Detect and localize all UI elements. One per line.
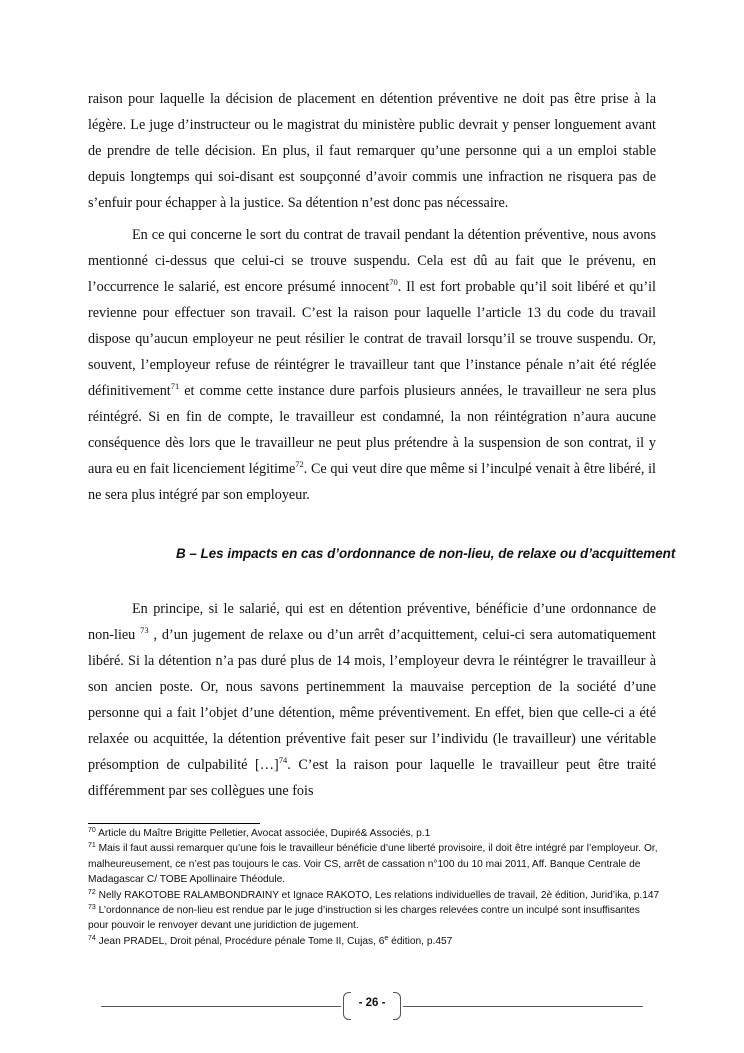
footnote-ref-74: 74 (278, 755, 288, 765)
footnote-70 (88, 826, 660, 841)
paragraph-2-text-b: . Il est fort probable qu’il soit libéré et qu’il revienne pour effectuer son travail. C’est la raison pour laquelle l’article 13 du code du travail dispose qu’aucun employeur ne peut résilier le contrat de travail lorsqu’il se trouve suspendu. Or, souvent, l’employeur refuse de réintégrer le travailleur tant que l’instance pénale n’ait été réglée définitivement (88, 279, 657, 399)
footnote-72 (88, 888, 660, 903)
footnote-number: 74 (88, 934, 96, 942)
paragraph-1: raison pour laquelle la décision de placement en détention préventive ne doit pas être prise à la légère. Le juge d’instructeur ou le magistrat du ministère public devrait y penser longuement avant de prendre de telle décision. En plus, il faut remarquer qu’une personne qui a un emploi stable depuis longtemps qui soi-disant est soupçonné d’avoir commis une infraction ne risquera pas de s’enfuir pour échapper à la justice. Sa détention n’est donc pas nécessaire. (88, 91, 656, 211)
section-heading: B – Les impacts en cas d’ordonnance de non-lieu, de relaxe ou d’acquittement (176, 546, 676, 561)
page-number-bracket-left (343, 992, 351, 1020)
paragraph-2-text-d: . Ce qui veut dire que même si l’inculpé venait à être libéré, il ne sera plus intégré par son employeur. (88, 461, 656, 503)
footnote-71 (88, 841, 660, 887)
page-number: - 26 - (358, 997, 386, 1009)
footnotes (88, 826, 660, 949)
footnote-ref-71: 71 (170, 381, 180, 391)
footnote-74 (88, 934, 660, 949)
footnote-text: Article du Maître Brigitte Pelletier, Avocat associée, Dupiré& Associés, p.1 (98, 828, 431, 839)
footnote-ref-70: 70 (389, 277, 398, 287)
footnote-number: 72 (88, 888, 96, 896)
paragraph-3-text-c: . C’est la raison pour laquelle le travailleur peut être traité différemment par ses collègues une fois (88, 757, 656, 799)
footnote-separator (88, 823, 260, 824)
footer-rule-left (101, 1006, 341, 1007)
footnote-ref-72: 72 (295, 459, 304, 469)
paragraph-3 (88, 596, 656, 804)
paragraph-2 (88, 222, 656, 508)
footnote-73 (88, 903, 660, 934)
body-text-top (88, 86, 656, 508)
paragraph-2-text-a: En ce qui concerne le sort du contrat de travail pendant la détention préventive, nous avons mentionné ci-dessus que celui-ci se trouve suspendu. Cela est dû au fait que le prévenu, en l’occurrence le salarié, est encore présumé innocent (88, 227, 656, 295)
footnote-number: 70 (88, 827, 96, 834)
footnote-ordinal: e (384, 934, 389, 942)
paragraph-3-text-b: , d’un jugement de relaxe ou d’un arrêt d’acquittement, celui-ci sera automatiquement libéré. Si la détention n’a pas duré plus de 14 mois, l’employeur devra le réintégrer le travailleur à son ancien poste. Or, nous savons pertinemment la mauvaise perception de la société d’une personne qui a fait l’objet d’une détention, même préventivement. En effet, bien que celle-ci a été relaxée ou acquittée, la détention préventive fait peser sur l’individu (le travailleur) une véritable présomption de culpabilité […] (88, 627, 656, 773)
page-number-bracket-right (393, 992, 401, 1020)
footnote-number: 71 (88, 842, 96, 850)
paragraph-2-text-c: et comme cette instance dure parfois plusieurs années, le travailleur ne sera plus réintégré. Si en fin de compte, le travailleur est condamné, la non réintégration n’aura aucune conséquence dès lors que le travailleur ne peut plus prétendre à la suspension de son contrat, il y aura eu en fait licenciement légitime (88, 383, 656, 477)
footnote-text-end: édition, p.457 (388, 935, 453, 947)
footnote-text: Jean PRADEL, Droit pénal, Procédure pénale Tome II, Cujas, 6 (98, 935, 385, 947)
footnote-text: Mais il faut aussi remarquer qu’une fois le travailleur bénéficie d’une liberté provisoire, il doit être intégré par l’employeur. Or, malheureusement, ce n’est pas toujours le cas. Voir CS, arrêt de cassation n°100 du 10 mai 2011, Aff. Banque Centrale de Madagascar C/ TOBE Apollinaire Théodule. (88, 843, 658, 886)
footnote-number: 73 (88, 904, 96, 912)
footnote-text: L’ordonnance de non-lieu est rendue par le juge d’instruction si les charges relevées contre un inculpé sont insuffisantes pour pouvoir le renvoyer devant une juridiction de jugement. (88, 905, 640, 932)
footnote-text: Nelly RAKOTOBE RALAMBONDRAINY et Ignace RAKOTO, Les relations individuelles de travail, 2è édition, Jurid’ika, p.147 (98, 889, 660, 901)
body-text-bottom (88, 596, 656, 804)
paragraph-3-text-a: En principe, si le salarié, qui est en détention préventive, bénéficie d’une ordonnance de non-lieu (88, 601, 656, 643)
footnote-ref-73: 73 (140, 625, 149, 635)
footer-rule-right (403, 1006, 643, 1007)
